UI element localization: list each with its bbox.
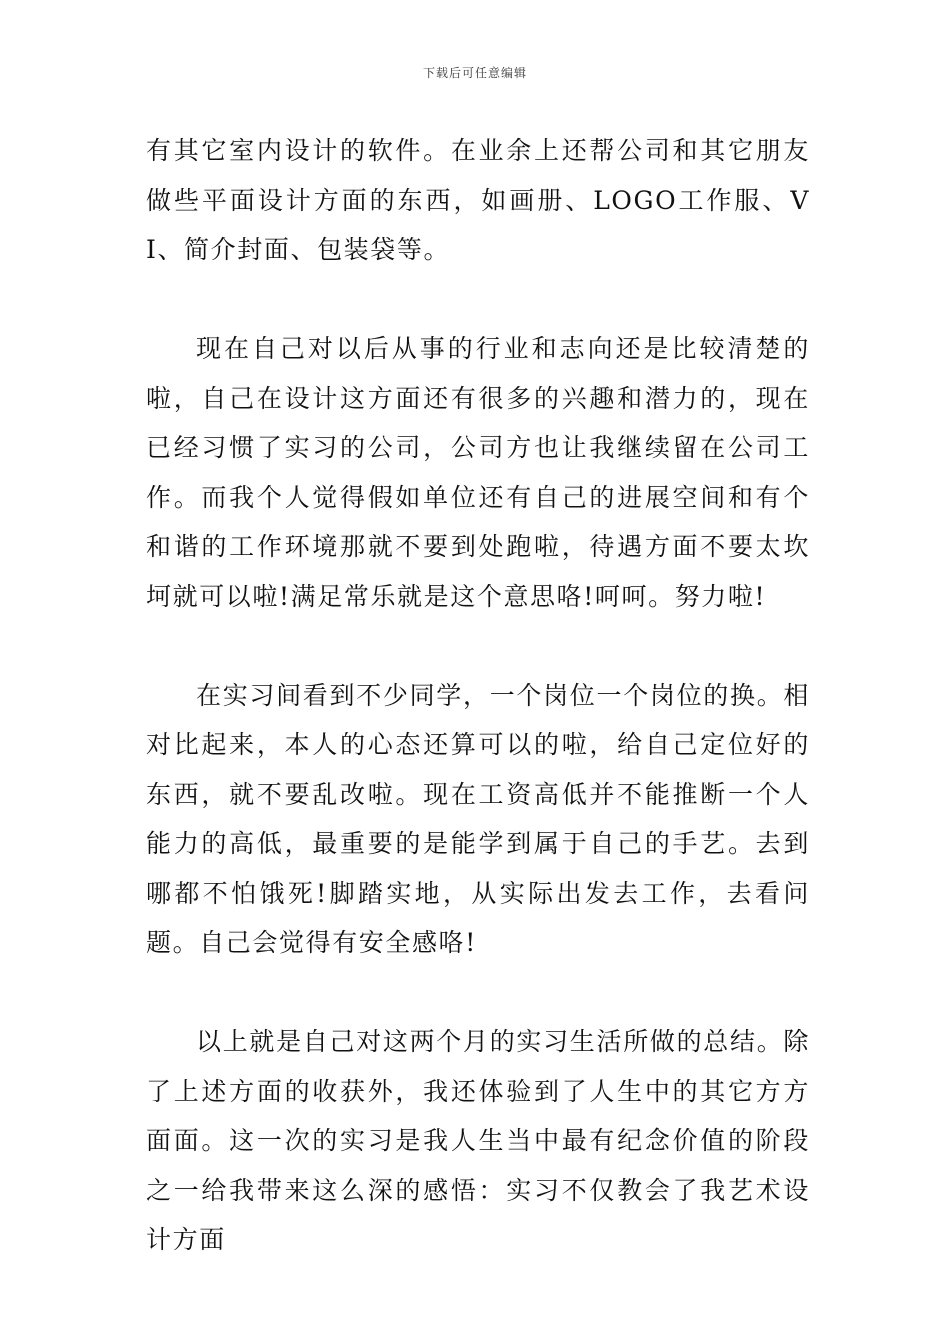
paragraph-mindset: 在实习间看到不少同学，一个岗位一个岗位的换。相对比起来，本人的心态还算可以的啦，给自己定位好的东西，就不要乱改啦。现在工资高低并不能推断一个人能力的高低，最重要的是能学到属于自己的手艺。去到哪都不怕饿死!脚踏实地，从实际出发去工作，去看问题。自己会觉得有安全感咯!	[146, 680, 810, 957]
paragraph-continued: 有其它室内设计的软件。在业余上还帮公司和其它朋友做些平面设计方面的东西，如画册、LOGO工作服、VI、简介封面、包装袋等。	[146, 136, 810, 264]
document-body	[146, 126, 810, 1265]
paragraph-summary: 以上就是自己对这两个月的实习生活所做的总结。除了上述方面的收获外，我还体验到了人生中的其它方方面面。这一次的实习是我人生当中最有纪念价值的阶段之一给我带来这么深的感悟：实习不仅教会了我艺术设计方面	[146, 1027, 810, 1254]
page-header: 下载后可任意编辑	[422, 66, 527, 80]
paragraph-career-outlook: 现在自己对以后从事的行业和志向还是比较清楚的啦，自己在设计这方面还有很多的兴趣和潜力的，现在已经习惯了实习的公司，公司方也让我继续留在公司工作。而我个人觉得假如单位还有自己的进展空间和有个和谐的工作环境那就不要到处跑啦，待遇方面不要太坎坷就可以啦!满足常乐就是这个意思咯!呵呵。努力啦!	[146, 334, 810, 611]
